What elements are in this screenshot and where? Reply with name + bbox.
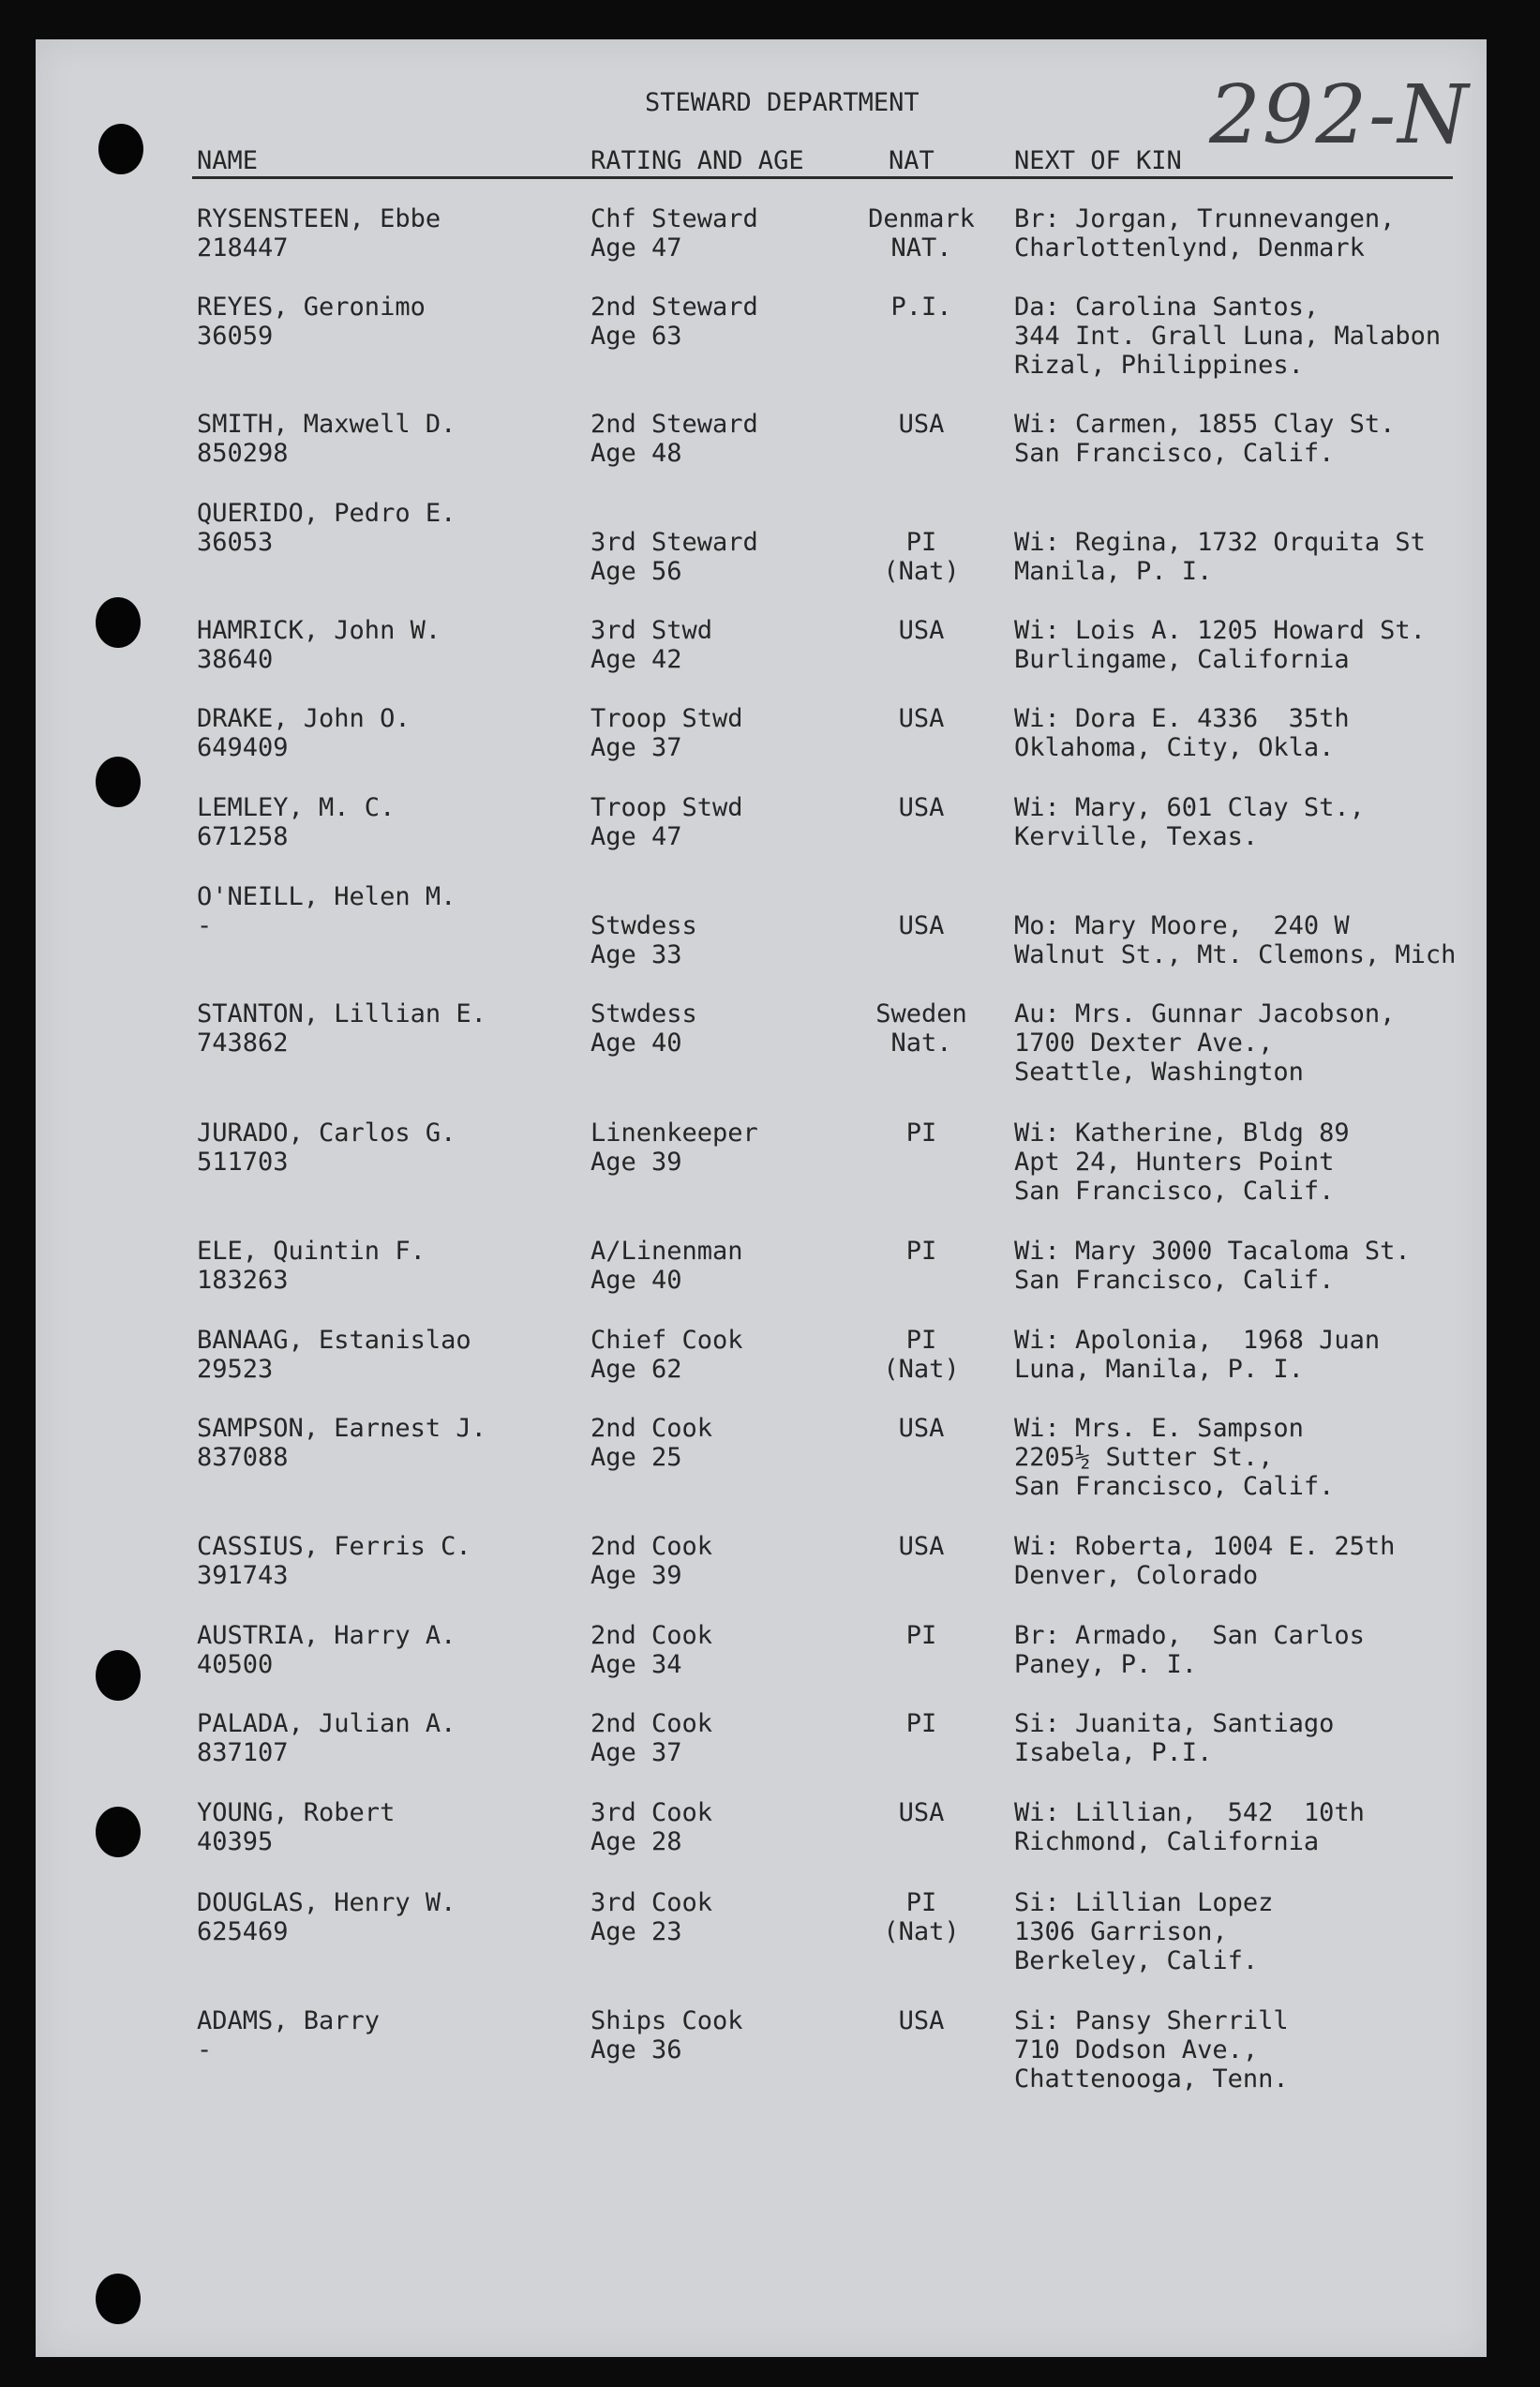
entry-name: [197, 999, 486, 1058]
entry-name-name: HAMRICK, John W.: [197, 616, 441, 645]
entry-rating-rating: Troop Stwd: [591, 704, 743, 733]
entry-name-name: SMITH, Maxwell D.: [197, 410, 456, 439]
entry-next-of-kin-kin2: Kerville, Texas.: [1014, 822, 1259, 851]
entry-rating-age: Age 37: [591, 1738, 682, 1767]
entry-next-of-kin-kin1: Si: Pansy Sherrill: [1014, 2006, 1289, 2035]
entry-rating-age: Age 23: [591, 1917, 682, 1946]
entry-name-number: 837107: [197, 1738, 289, 1767]
entry-next-of-kin-kin2: Paney, P. I.: [1014, 1650, 1198, 1679]
entry-next-of-kin: [1014, 1237, 1411, 1295]
column-header-next-of-kin: NEXT OF KIN: [1014, 146, 1182, 175]
entry-name-name: DOUGLAS, Henry W.: [197, 1888, 456, 1917]
entry-rating-age: Age 56: [591, 557, 682, 586]
entry-rating-rating: 2nd Cook: [591, 1709, 713, 1738]
entry-rating-rating: 2nd Steward: [591, 410, 758, 439]
entry-rating: [591, 704, 743, 762]
entry-nationality: [860, 1621, 982, 1650]
entry-name-number: -: [197, 2035, 213, 2064]
entry-next-of-kin-kin2: Richmond, California: [1014, 1827, 1320, 1856]
entry-rating-rating: Chf Steward: [591, 204, 758, 233]
entry-nationality: [860, 911, 982, 940]
entry-name: [197, 1237, 426, 1295]
column-header-name: NAME: [197, 146, 259, 175]
entry-next-of-kin-kin1: Wi: Lois A. 1205 Howard St.: [1014, 616, 1426, 645]
entry-rating: [591, 1621, 712, 1679]
entry-name-number: 837088: [197, 1443, 289, 1472]
entry-next-of-kin-kin1: Wi: Dora E. 4336 35th: [1014, 704, 1350, 733]
entry-rating-age: Age 42: [591, 645, 682, 674]
entry-next-of-kin-kin1: Wi: Mary, 601 Clay St.,: [1014, 793, 1365, 822]
entry-nationality-nat1: USA: [898, 2006, 945, 2035]
entry-next-of-kin-kin2: 2205½ Sutter St.,: [1014, 1443, 1274, 1472]
entry-name-number: -: [197, 911, 213, 940]
entry-next-of-kin-kin2: 1306 Garrison,: [1014, 1917, 1228, 1946]
entry-rating-rating: Linenkeeper: [591, 1118, 758, 1148]
entry-rating: [591, 911, 697, 969]
entry-name: [197, 1532, 471, 1590]
entry-next-of-kin-kin1: Da: Carolina Santos,: [1014, 293, 1320, 322]
entry-rating: [591, 293, 758, 351]
entry-rating-age: Age 62: [591, 1355, 682, 1384]
entry-next-of-kin-kin2: Manila, P. I.: [1014, 557, 1213, 586]
entry-rating: [591, 1888, 712, 1946]
entry-name: [197, 499, 456, 557]
entry-nationality: [860, 1888, 982, 1946]
entry-nationality-nat1: USA: [898, 616, 945, 645]
entry-next-of-kin-kin3: Rizal, Philippines.: [1014, 351, 1304, 380]
entry-rating: [591, 999, 697, 1058]
entry-next-of-kin-kin1: Wi: Regina, 1732 Orquita St: [1014, 528, 1426, 557]
entry-nationality-nat1: PI: [905, 1621, 937, 1650]
entry-name: [197, 1621, 456, 1679]
entry-nationality-nat1: USA: [898, 911, 945, 940]
entry-next-of-kin-kin1: Wi: Carmen, 1855 Clay St.: [1014, 410, 1396, 439]
entry-nationality: [860, 1237, 982, 1266]
entry-nationality-nat1: USA: [898, 1414, 945, 1443]
entry-nationality-nat1: Denmark: [868, 204, 975, 233]
entry-nationality: [860, 1532, 982, 1561]
entry-next-of-kin: [1014, 204, 1395, 263]
entry-next-of-kin: [1014, 704, 1350, 762]
entry-next-of-kin: [1014, 1118, 1350, 1206]
entry-rating: [591, 1414, 712, 1472]
entry-nationality: [860, 1709, 982, 1738]
entry-next-of-kin-kin2: 710 Dodson Ave.,: [1014, 2035, 1259, 2064]
entry-next-of-kin-kin2: San Francisco, Calif.: [1014, 1266, 1335, 1295]
entry-nationality-nat1: PI: [905, 1326, 937, 1355]
entry-rating: [591, 1326, 743, 1384]
entry-next-of-kin: [1014, 1326, 1380, 1384]
entry-nationality-nat2: (Nat): [883, 1917, 960, 1946]
entry-name-number: 38640: [197, 645, 274, 674]
entry-next-of-kin-kin2: Apt 24, Hunters Point: [1014, 1148, 1335, 1177]
entry-next-of-kin: [1014, 528, 1426, 586]
entry-rating: [591, 410, 758, 468]
entry-rating-age: Age 63: [591, 322, 682, 351]
entry-name-name: RYSENSTEEN, Ebbe: [197, 204, 441, 233]
entry-next-of-kin: [1014, 1888, 1273, 1975]
entry-nationality: [860, 204, 982, 263]
entry-rating-rating: 2nd Steward: [591, 293, 758, 322]
entry-rating-age: Age 47: [591, 233, 682, 263]
entry-name: [197, 1888, 456, 1946]
entry-next-of-kin-kin2: Denver, Colorado: [1014, 1561, 1259, 1590]
entry-rating-rating: 3rd Cook: [591, 1888, 713, 1917]
entry-next-of-kin-kin2: Oklahoma, City, Okla.: [1014, 733, 1335, 762]
entry-name: [197, 1798, 395, 1856]
entry-nationality-nat1: PI: [905, 1118, 937, 1148]
column-header-nat: NAT: [889, 146, 934, 175]
entry-next-of-kin-kin1: Wi: Mrs. E. Sampson: [1014, 1414, 1304, 1443]
entry-nationality: [860, 999, 982, 1058]
entry-name: [197, 293, 426, 351]
entry-rating-age: Age 47: [591, 822, 682, 851]
entry-nationality-nat1: USA: [898, 793, 945, 822]
entry-nationality: [860, 1326, 982, 1384]
entry-next-of-kin-kin3: Seattle, Washington: [1014, 1058, 1304, 1087]
entry-nationality-nat1: P.I.: [890, 293, 952, 322]
entry-next-of-kin-kin1: Si: Lillian Lopez: [1014, 1888, 1274, 1917]
entry-nationality-nat1: USA: [898, 1798, 945, 1827]
entry-rating: [591, 2006, 743, 2064]
entry-nationality-nat1: Sweden: [875, 999, 967, 1028]
entry-nationality: [860, 1798, 982, 1827]
entry-next-of-kin: [1014, 293, 1441, 380]
entry-next-of-kin-kin1: Br: Armado, San Carlos: [1014, 1621, 1365, 1650]
entry-rating-rating: 3rd Stwd: [591, 616, 713, 645]
entry-name-name: BANAAG, Estanislao: [197, 1326, 471, 1355]
entry-rating: [591, 793, 743, 851]
entry-name: [197, 1118, 456, 1177]
entry-name: [197, 882, 456, 940]
entry-next-of-kin-kin1: Wi: Roberta, 1004 E. 25th: [1014, 1532, 1396, 1561]
entry-nationality-nat2: NAT.: [890, 233, 952, 263]
entry-rating-age: Age 39: [591, 1561, 682, 1590]
entry-rating-age: Age 28: [591, 1827, 682, 1856]
entry-name-number: 850298: [197, 439, 289, 468]
entry-next-of-kin: [1014, 911, 1456, 969]
entry-rating: [591, 204, 758, 263]
entry-next-of-kin-kin2: Isabela, P.I.: [1014, 1738, 1213, 1767]
entry-rating-age: Age 36: [591, 2035, 682, 2064]
entry-name-number: 671258: [197, 822, 289, 851]
entry-nationality: [860, 2006, 982, 2035]
entry-name: [197, 704, 411, 762]
entry-name-number: 743862: [197, 1028, 289, 1058]
entry-rating-rating: 2nd Cook: [591, 1532, 713, 1561]
entry-next-of-kin-kin2: San Francisco, Calif.: [1014, 439, 1335, 468]
entry-rating: [591, 1532, 712, 1590]
entry-next-of-kin-kin1: Wi: Lillian, 542 10th: [1014, 1798, 1365, 1827]
entry-rating-rating: A/Linenman: [591, 1237, 743, 1266]
entry-name: [197, 2006, 380, 2064]
entry-rating: [591, 616, 712, 674]
entry-nationality-nat1: USA: [898, 1532, 945, 1561]
entry-rating-age: Age 25: [591, 1443, 682, 1472]
entry-name-name: ADAMS, Barry: [197, 2006, 381, 2035]
entry-name-number: 183263: [197, 1266, 289, 1295]
entry-name: [197, 793, 395, 851]
entry-nationality: [860, 793, 982, 822]
entry-name-name: LEMLEY, M. C.: [197, 793, 396, 822]
department-title: STEWARD DEPARTMENT: [645, 88, 920, 117]
entry-next-of-kin: [1014, 793, 1365, 851]
entry-rating: [591, 1709, 712, 1767]
entry-next-of-kin-kin2: 1700 Dexter Ave.,: [1014, 1028, 1274, 1058]
entry-name-number: 649409: [197, 733, 289, 762]
entry-nationality: [860, 293, 982, 322]
entry-rating-rating: 3rd Cook: [591, 1798, 713, 1827]
handwritten-page-number: 292-N: [1209, 68, 1471, 162]
entry-rating: [591, 1118, 758, 1177]
entry-rating-age: Age 39: [591, 1148, 682, 1177]
entry-next-of-kin-kin2: Walnut St., Mt. Clemons, Mich: [1014, 940, 1457, 969]
entry-nationality-nat2: Nat.: [890, 1028, 952, 1058]
column-header-rating-age: RATING AND AGE: [591, 146, 804, 175]
entry-rating-age: Age 33: [591, 940, 682, 969]
entry-nationality-nat1: PI: [905, 1237, 937, 1266]
entry-next-of-kin-kin1: Wi: Mary 3000 Tacaloma St.: [1014, 1237, 1411, 1266]
entry-next-of-kin-kin3: San Francisco, Calif.: [1014, 1177, 1335, 1206]
entry-next-of-kin: [1014, 999, 1395, 1087]
entry-next-of-kin-kin2: Luna, Manila, P. I.: [1014, 1355, 1304, 1384]
entry-nationality-nat1: PI: [905, 1888, 937, 1917]
entry-name-number: 40500: [197, 1650, 274, 1679]
entry-next-of-kin-kin2: Charlottenlynd, Denmark: [1014, 233, 1365, 263]
entry-name-number: 36059: [197, 322, 274, 351]
entry-nationality-nat1: USA: [898, 704, 945, 733]
entry-rating-rating: Ships Cook: [591, 2006, 743, 2035]
entry-name-name: QUERIDO, Pedro E.: [197, 499, 456, 528]
entry-name: [197, 1326, 471, 1384]
entry-name-name: REYES, Geronimo: [197, 293, 426, 322]
entry-rating-rating: Stwdess: [591, 999, 697, 1028]
entry-rating-age: Age 40: [591, 1266, 682, 1295]
entry-nationality-nat1: PI: [905, 1709, 937, 1738]
entry-name: [197, 204, 441, 263]
entry-nationality: [860, 1118, 982, 1148]
entry-name: [197, 1709, 456, 1767]
entry-name-name: PALADA, Julian A.: [197, 1709, 456, 1738]
entry-rating-rating: 2nd Cook: [591, 1414, 713, 1443]
entry-rating-age: Age 40: [591, 1028, 682, 1058]
entry-nationality-nat2: (Nat): [883, 557, 960, 586]
entry-next-of-kin: [1014, 1621, 1365, 1679]
entry-nationality: [860, 410, 982, 439]
entry-next-of-kin-kin3: San Francisco, Calif.: [1014, 1472, 1335, 1501]
entry-name-name: O'NEILL, Helen M.: [197, 882, 456, 911]
entry-nationality-nat1: PI: [905, 528, 937, 557]
entry-name-name: CASSIUS, Ferris C.: [197, 1532, 471, 1561]
entry-name-name: SAMPSON, Earnest J.: [197, 1414, 486, 1443]
entry-nationality: [860, 616, 982, 645]
entry-next-of-kin: [1014, 1414, 1334, 1501]
entry-name-number: 29523: [197, 1355, 274, 1384]
entry-name-number: 218447: [197, 233, 289, 263]
entry-nationality: [860, 1414, 982, 1443]
entry-rating-rating: Chief Cook: [591, 1326, 743, 1355]
entry-next-of-kin-kin1: Br: Jorgan, Trunnevangen,: [1014, 204, 1396, 233]
entry-name: [197, 616, 441, 674]
entry-next-of-kin: [1014, 1709, 1334, 1767]
entry-rating: [591, 1798, 712, 1856]
entry-name-name: JURADO, Carlos G.: [197, 1118, 456, 1148]
entry-next-of-kin-kin1: Wi: Katherine, Bldg 89: [1014, 1118, 1350, 1148]
entry-nationality-nat2: (Nat): [883, 1355, 960, 1384]
entry-next-of-kin: [1014, 616, 1426, 674]
entry-rating: [591, 1237, 743, 1295]
entry-next-of-kin-kin2: Burlingame, California: [1014, 645, 1350, 674]
entry-name-number: 391743: [197, 1561, 289, 1590]
entry-name-number: 625469: [197, 1917, 289, 1946]
entry-name: [197, 1414, 486, 1472]
entry-rating-rating: Troop Stwd: [591, 793, 743, 822]
entry-next-of-kin: [1014, 2006, 1289, 2094]
entry-next-of-kin: [1014, 410, 1395, 468]
entry-name-number: 40395: [197, 1827, 274, 1856]
entry-rating-age: Age 48: [591, 439, 682, 468]
entry-next-of-kin-kin1: Wi: Apolonia, 1968 Juan: [1014, 1326, 1381, 1355]
entry-rating-rating: Stwdess: [591, 911, 697, 940]
entry-name-number: 36053: [197, 528, 274, 557]
entry-name-name: DRAKE, John O.: [197, 704, 411, 733]
entry-name-name: YOUNG, Robert: [197, 1798, 396, 1827]
entry-rating-rating: 2nd Cook: [591, 1621, 713, 1650]
entry-rating-age: Age 37: [591, 733, 682, 762]
entry-nationality: [860, 528, 982, 586]
entry-next-of-kin-kin1: Mo: Mary Moore, 240 W: [1014, 911, 1350, 940]
entry-next-of-kin-kin1: Au: Mrs. Gunnar Jacobson,: [1014, 999, 1396, 1028]
entry-nationality: [860, 704, 982, 733]
entry-rating: [591, 528, 758, 586]
entry-rating-rating: 3rd Steward: [591, 528, 758, 557]
entry-name-name: ELE, Quintin F.: [197, 1237, 426, 1266]
entry-rating-age: Age 34: [591, 1650, 682, 1679]
entry-next-of-kin-kin3: Chattenooga, Tenn.: [1014, 2064, 1289, 2094]
entry-next-of-kin: [1014, 1798, 1365, 1856]
entry-next-of-kin: [1014, 1532, 1395, 1590]
entry-name: [197, 410, 456, 468]
entry-next-of-kin-kin1: Si: Juanita, Santiago: [1014, 1709, 1335, 1738]
entry-next-of-kin-kin2: 344 Int. Grall Luna, Malabon: [1014, 322, 1442, 351]
entry-nationality-nat1: USA: [898, 410, 945, 439]
entry-name-number: 511703: [197, 1148, 289, 1177]
entry-name-name: AUSTRIA, Harry A.: [197, 1621, 456, 1650]
entry-next-of-kin-kin3: Berkeley, Calif.: [1014, 1946, 1259, 1975]
entry-name-name: STANTON, Lillian E.: [197, 999, 486, 1028]
